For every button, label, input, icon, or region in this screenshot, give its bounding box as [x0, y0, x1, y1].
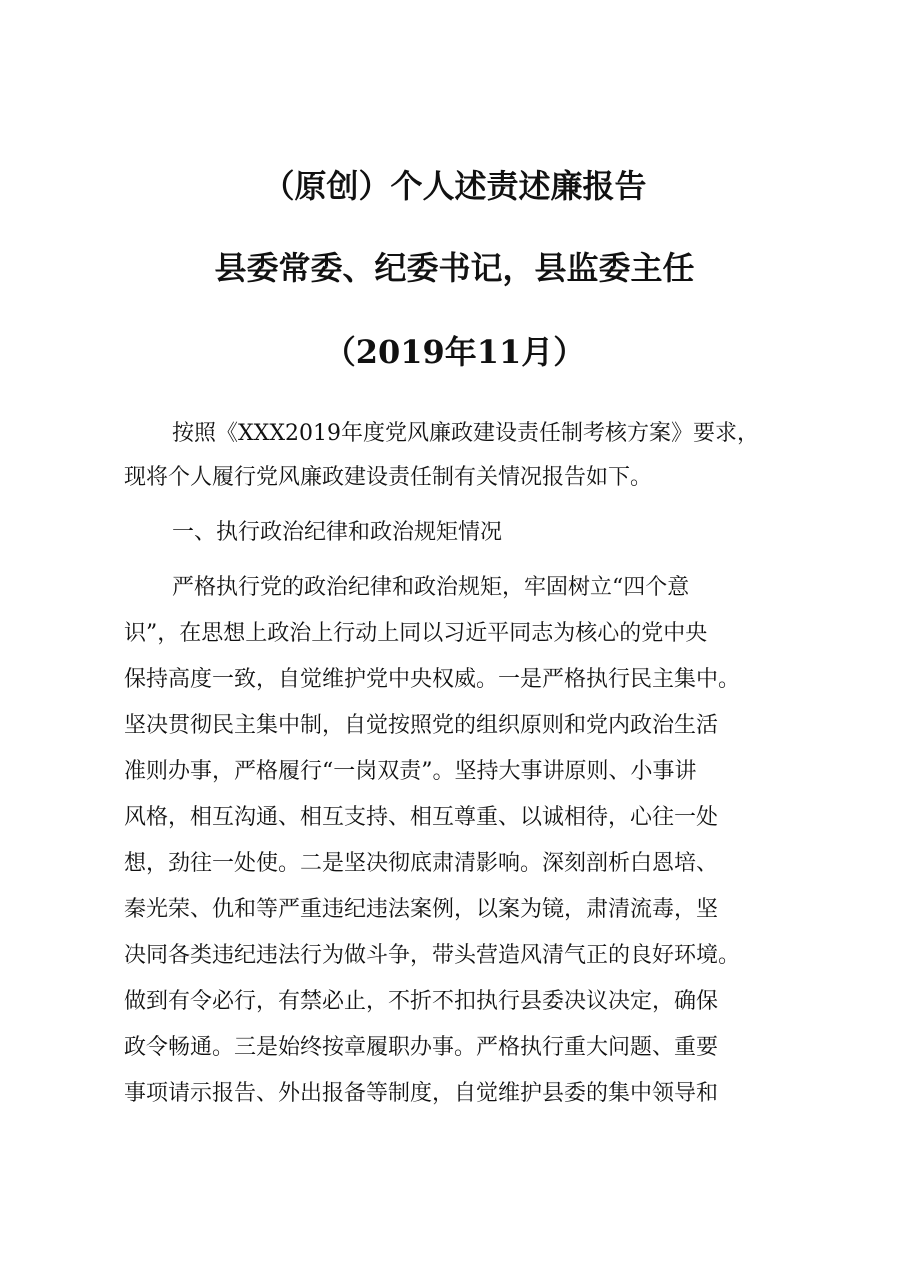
document-date: （2019年11月） — [323, 333, 586, 371]
document-title: （原创）个人述责述廉报告 — [262, 167, 647, 205]
paragraph-line: 识”，在思想上政治上行动上同以习近平同志为核心的党中央 — [124, 621, 708, 646]
document-subtitle-position: 县委常委、纪委书记，县监委主任 — [214, 249, 695, 287]
paragraph-line: 保持高度一致，自觉维护党中央权威。一是严格执行民主集中。 — [124, 667, 741, 692]
paragraph-line: 决同各类违纪违法行为做斗争，带头营造风清气正的良好环境。 — [124, 943, 741, 968]
paragraph-intro-line: 按照《XXX2019年度党风廉政建设责任制考核方案》要求， — [172, 421, 759, 446]
section-heading: 一、执行政治纪律和政治规矩情况 — [172, 520, 503, 545]
paragraph-line: 严格执行党的政治纪律和政治规矩，牢固树立“四个意 — [172, 575, 690, 600]
paragraph-line: 坚决贯彻民主集中制，自觉按照党的组织原则和党内政治生活 — [124, 713, 719, 738]
paragraph-line: 秦光荣、仇和等严重违纪违法案例，以案为镜，肃清流毒，坚 — [124, 897, 719, 922]
paragraph-line: 风格，相互沟通、相互支持、相互尊重、以诚相待，心往一处 — [124, 805, 719, 830]
paragraph-line: 想，劲往一处使。二是坚决彻底肃清影响。深刻剖析白恩培、 — [124, 851, 719, 876]
paragraph-intro-line: 现将个人履行党风廉政建设责任制有关情况报告如下。 — [124, 465, 653, 490]
paragraph-line: 政令畅通。三是始终按章履职办事。严格执行重大问题、重要 — [124, 1035, 719, 1060]
paragraph-line: 事项请示报告、外出报备等制度，自觉维护县委的集中领导和 — [124, 1081, 719, 1106]
paragraph-line: 准则办事，严格履行“一岗双责”。坚持大事讲原则、小事讲 — [124, 759, 697, 784]
paragraph-line: 做到有令必行，有禁必止，不折不扣执行县委决议决定，确保 — [124, 989, 719, 1014]
